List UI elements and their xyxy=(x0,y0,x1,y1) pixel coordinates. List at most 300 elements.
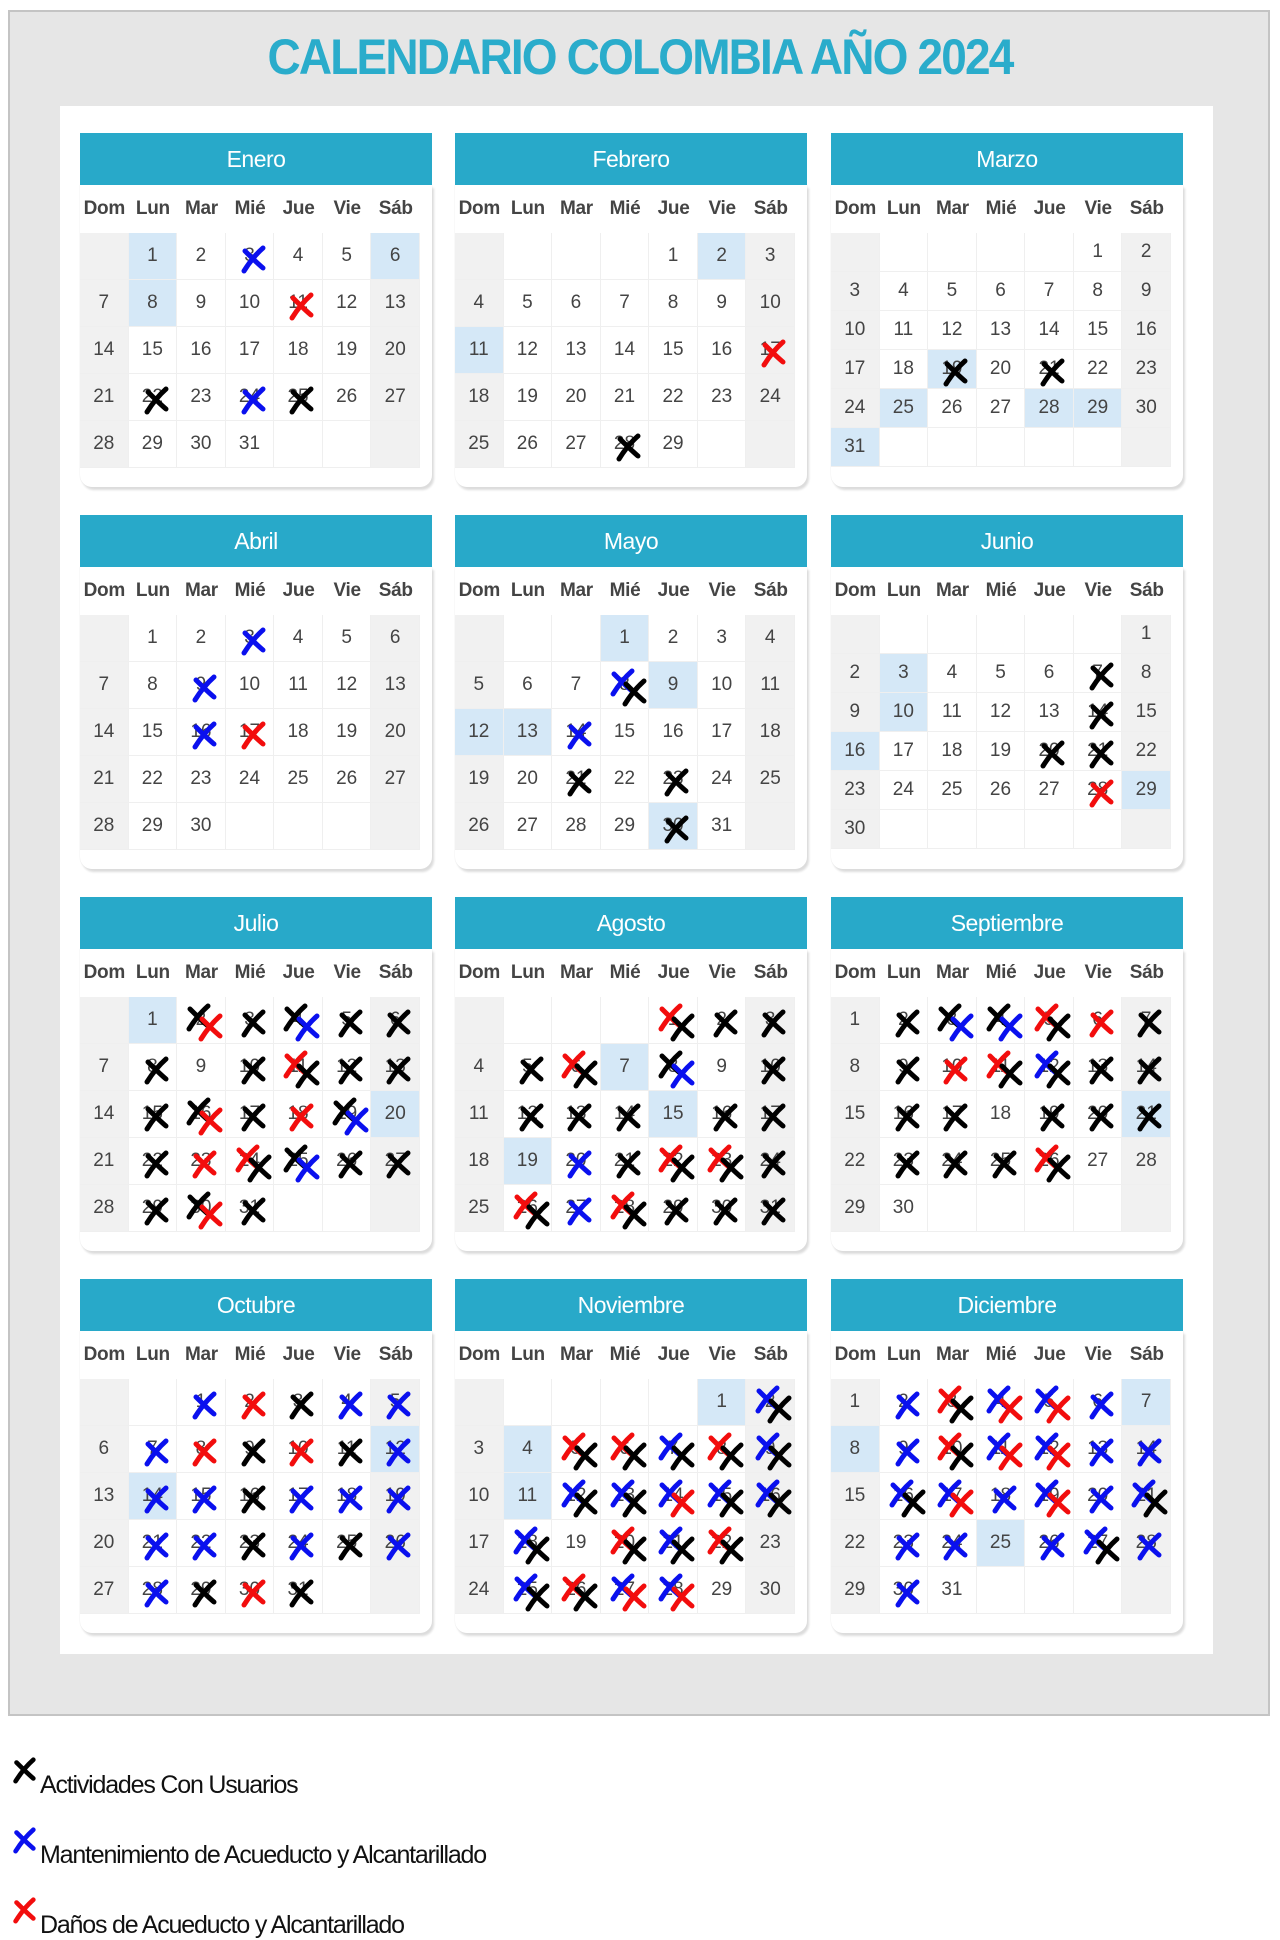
day-cell[interactable] xyxy=(226,756,275,803)
day-cell[interactable] xyxy=(274,280,323,327)
day-cell[interactable] xyxy=(504,421,553,468)
holiday-day-cell[interactable] xyxy=(880,389,929,428)
day-cell[interactable] xyxy=(1122,1044,1171,1091)
day-cell[interactable] xyxy=(831,1044,880,1091)
day-cell[interactable] xyxy=(455,756,504,803)
holiday-day-cell[interactable] xyxy=(504,1138,553,1185)
day-cell[interactable] xyxy=(1025,1520,1074,1567)
day-cell[interactable] xyxy=(323,1520,372,1567)
day-cell[interactable] xyxy=(831,311,880,350)
day-cell[interactable] xyxy=(649,421,698,468)
day-cell[interactable] xyxy=(226,1091,275,1138)
day-cell[interactable] xyxy=(1122,1138,1171,1185)
day-cell[interactable] xyxy=(1025,311,1074,350)
day-cell[interactable] xyxy=(1074,272,1123,311)
holiday-day-cell[interactable] xyxy=(831,732,880,771)
day-cell[interactable] xyxy=(323,997,372,1044)
day-cell[interactable] xyxy=(977,693,1026,732)
day-cell[interactable] xyxy=(455,1567,504,1614)
day-cell[interactable] xyxy=(928,693,977,732)
holiday-day-cell[interactable] xyxy=(831,428,880,467)
day-cell[interactable] xyxy=(698,803,747,850)
day-cell[interactable] xyxy=(552,374,601,421)
day-cell[interactable] xyxy=(177,662,226,709)
day-cell[interactable] xyxy=(831,654,880,693)
day-cell[interactable] xyxy=(1122,615,1171,654)
day-cell[interactable] xyxy=(323,233,372,280)
holiday-day-cell[interactable] xyxy=(698,1379,747,1426)
day-cell[interactable] xyxy=(1074,1473,1123,1520)
day-cell[interactable] xyxy=(1025,732,1074,771)
holiday-day-cell[interactable] xyxy=(455,327,504,374)
day-cell[interactable] xyxy=(371,374,420,421)
day-cell[interactable] xyxy=(1025,1091,1074,1138)
day-cell[interactable] xyxy=(880,272,929,311)
day-cell[interactable] xyxy=(552,1138,601,1185)
day-cell[interactable] xyxy=(601,1520,650,1567)
day-cell[interactable] xyxy=(1074,1091,1123,1138)
day-cell[interactable] xyxy=(649,1044,698,1091)
day-cell[interactable] xyxy=(552,1044,601,1091)
holiday-day-cell[interactable] xyxy=(504,1473,553,1520)
holiday-day-cell[interactable] xyxy=(649,1091,698,1138)
day-cell[interactable] xyxy=(880,350,929,389)
day-cell[interactable] xyxy=(371,1379,420,1426)
day-cell[interactable] xyxy=(746,756,795,803)
day-cell[interactable] xyxy=(1025,693,1074,732)
day-cell[interactable] xyxy=(552,709,601,756)
holiday-day-cell[interactable] xyxy=(977,1520,1026,1567)
day-cell[interactable] xyxy=(226,662,275,709)
day-cell[interactable] xyxy=(831,389,880,428)
day-cell[interactable] xyxy=(455,1138,504,1185)
day-cell[interactable] xyxy=(831,693,880,732)
day-cell[interactable] xyxy=(649,1185,698,1232)
day-cell[interactable] xyxy=(274,233,323,280)
day-cell[interactable] xyxy=(552,803,601,850)
day-cell[interactable] xyxy=(177,1520,226,1567)
holiday-day-cell[interactable] xyxy=(371,233,420,280)
day-cell[interactable] xyxy=(1122,389,1171,428)
day-cell[interactable] xyxy=(129,803,178,850)
day-cell[interactable] xyxy=(177,1044,226,1091)
day-cell[interactable] xyxy=(455,1091,504,1138)
day-cell[interactable] xyxy=(928,1091,977,1138)
holiday-day-cell[interactable] xyxy=(880,693,929,732)
day-cell[interactable] xyxy=(746,997,795,1044)
day-cell[interactable] xyxy=(649,233,698,280)
day-cell[interactable] xyxy=(698,1185,747,1232)
day-cell[interactable] xyxy=(977,1091,1026,1138)
day-cell[interactable] xyxy=(977,272,1026,311)
day-cell[interactable] xyxy=(371,1520,420,1567)
day-cell[interactable] xyxy=(80,1473,129,1520)
day-cell[interactable] xyxy=(129,615,178,662)
day-cell[interactable] xyxy=(928,654,977,693)
day-cell[interactable] xyxy=(977,350,1026,389)
day-cell[interactable] xyxy=(928,1567,977,1614)
day-cell[interactable] xyxy=(371,1044,420,1091)
day-cell[interactable] xyxy=(129,1520,178,1567)
day-cell[interactable] xyxy=(129,1091,178,1138)
day-cell[interactable] xyxy=(80,1138,129,1185)
day-cell[interactable] xyxy=(371,615,420,662)
day-cell[interactable] xyxy=(1074,997,1123,1044)
day-cell[interactable] xyxy=(601,662,650,709)
day-cell[interactable] xyxy=(552,1520,601,1567)
day-cell[interactable] xyxy=(177,709,226,756)
day-cell[interactable] xyxy=(80,374,129,421)
day-cell[interactable] xyxy=(1025,654,1074,693)
day-cell[interactable] xyxy=(504,327,553,374)
day-cell[interactable] xyxy=(1074,1044,1123,1091)
day-cell[interactable] xyxy=(928,311,977,350)
day-cell[interactable] xyxy=(880,1185,929,1232)
day-cell[interactable] xyxy=(1025,272,1074,311)
day-cell[interactable] xyxy=(601,280,650,327)
day-cell[interactable] xyxy=(80,1185,129,1232)
day-cell[interactable] xyxy=(177,997,226,1044)
day-cell[interactable] xyxy=(274,1091,323,1138)
day-cell[interactable] xyxy=(649,1473,698,1520)
day-cell[interactable] xyxy=(880,311,929,350)
day-cell[interactable] xyxy=(504,1044,553,1091)
day-cell[interactable] xyxy=(1074,693,1123,732)
day-cell[interactable] xyxy=(274,709,323,756)
day-cell[interactable] xyxy=(746,1044,795,1091)
day-cell[interactable] xyxy=(880,771,929,810)
holiday-day-cell[interactable] xyxy=(601,615,650,662)
day-cell[interactable] xyxy=(928,732,977,771)
day-cell[interactable] xyxy=(80,1044,129,1091)
day-cell[interactable] xyxy=(274,327,323,374)
day-cell[interactable] xyxy=(274,1044,323,1091)
day-cell[interactable] xyxy=(323,615,372,662)
day-cell[interactable] xyxy=(831,1567,880,1614)
day-cell[interactable] xyxy=(1025,1379,1074,1426)
day-cell[interactable] xyxy=(274,756,323,803)
holiday-day-cell[interactable] xyxy=(1122,1379,1171,1426)
holiday-day-cell[interactable] xyxy=(601,1044,650,1091)
day-cell[interactable] xyxy=(226,233,275,280)
day-cell[interactable] xyxy=(129,709,178,756)
day-cell[interactable] xyxy=(698,615,747,662)
day-cell[interactable] xyxy=(504,662,553,709)
day-cell[interactable] xyxy=(698,1567,747,1614)
day-cell[interactable] xyxy=(177,421,226,468)
day-cell[interactable] xyxy=(977,732,1026,771)
day-cell[interactable] xyxy=(1122,233,1171,272)
day-cell[interactable] xyxy=(698,1426,747,1473)
day-cell[interactable] xyxy=(323,1473,372,1520)
day-cell[interactable] xyxy=(129,756,178,803)
day-cell[interactable] xyxy=(552,1473,601,1520)
day-cell[interactable] xyxy=(80,1567,129,1614)
day-cell[interactable] xyxy=(649,709,698,756)
day-cell[interactable] xyxy=(177,280,226,327)
day-cell[interactable] xyxy=(80,421,129,468)
day-cell[interactable] xyxy=(504,1091,553,1138)
day-cell[interactable] xyxy=(649,280,698,327)
day-cell[interactable] xyxy=(746,327,795,374)
day-cell[interactable] xyxy=(649,615,698,662)
holiday-day-cell[interactable] xyxy=(504,1426,553,1473)
day-cell[interactable] xyxy=(977,1473,1026,1520)
day-cell[interactable] xyxy=(746,1138,795,1185)
day-cell[interactable] xyxy=(1025,1426,1074,1473)
day-cell[interactable] xyxy=(177,233,226,280)
day-cell[interactable] xyxy=(504,1520,553,1567)
day-cell[interactable] xyxy=(698,327,747,374)
day-cell[interactable] xyxy=(928,997,977,1044)
day-cell[interactable] xyxy=(455,374,504,421)
day-cell[interactable] xyxy=(1122,350,1171,389)
day-cell[interactable] xyxy=(274,374,323,421)
day-cell[interactable] xyxy=(1122,654,1171,693)
day-cell[interactable] xyxy=(371,756,420,803)
day-cell[interactable] xyxy=(455,803,504,850)
day-cell[interactable] xyxy=(371,1473,420,1520)
day-cell[interactable] xyxy=(455,662,504,709)
day-cell[interactable] xyxy=(226,1473,275,1520)
day-cell[interactable] xyxy=(698,1473,747,1520)
day-cell[interactable] xyxy=(928,1044,977,1091)
day-cell[interactable] xyxy=(129,1138,178,1185)
day-cell[interactable] xyxy=(601,421,650,468)
day-cell[interactable] xyxy=(977,1379,1026,1426)
day-cell[interactable] xyxy=(177,803,226,850)
day-cell[interactable] xyxy=(698,280,747,327)
day-cell[interactable] xyxy=(880,1473,929,1520)
day-cell[interactable] xyxy=(504,374,553,421)
day-cell[interactable] xyxy=(323,1091,372,1138)
day-cell[interactable] xyxy=(928,771,977,810)
day-cell[interactable] xyxy=(552,756,601,803)
day-cell[interactable] xyxy=(455,421,504,468)
day-cell[interactable] xyxy=(601,327,650,374)
day-cell[interactable] xyxy=(323,327,372,374)
day-cell[interactable] xyxy=(928,1473,977,1520)
day-cell[interactable] xyxy=(552,1185,601,1232)
day-cell[interactable] xyxy=(226,327,275,374)
day-cell[interactable] xyxy=(831,810,880,849)
day-cell[interactable] xyxy=(977,997,1026,1044)
day-cell[interactable] xyxy=(601,1138,650,1185)
day-cell[interactable] xyxy=(1025,997,1074,1044)
day-cell[interactable] xyxy=(455,1520,504,1567)
day-cell[interactable] xyxy=(746,1091,795,1138)
day-cell[interactable] xyxy=(226,374,275,421)
day-cell[interactable] xyxy=(504,1185,553,1232)
day-cell[interactable] xyxy=(1122,311,1171,350)
day-cell[interactable] xyxy=(274,1520,323,1567)
day-cell[interactable] xyxy=(226,615,275,662)
holiday-day-cell[interactable] xyxy=(504,709,553,756)
day-cell[interactable] xyxy=(649,374,698,421)
day-cell[interactable] xyxy=(226,1426,275,1473)
day-cell[interactable] xyxy=(371,280,420,327)
day-cell[interactable] xyxy=(746,662,795,709)
day-cell[interactable] xyxy=(977,311,1026,350)
day-cell[interactable] xyxy=(601,1185,650,1232)
holiday-day-cell[interactable] xyxy=(129,997,178,1044)
day-cell[interactable] xyxy=(371,662,420,709)
day-cell[interactable] xyxy=(129,1185,178,1232)
day-cell[interactable] xyxy=(129,1044,178,1091)
day-cell[interactable] xyxy=(601,1567,650,1614)
holiday-day-cell[interactable] xyxy=(928,350,977,389)
day-cell[interactable] xyxy=(601,1473,650,1520)
day-cell[interactable] xyxy=(177,374,226,421)
day-cell[interactable] xyxy=(1074,1138,1123,1185)
day-cell[interactable] xyxy=(977,1138,1026,1185)
day-cell[interactable] xyxy=(274,1473,323,1520)
day-cell[interactable] xyxy=(746,1473,795,1520)
day-cell[interactable] xyxy=(601,1091,650,1138)
day-cell[interactable] xyxy=(880,1567,929,1614)
day-cell[interactable] xyxy=(129,327,178,374)
holiday-day-cell[interactable] xyxy=(831,1426,880,1473)
day-cell[interactable] xyxy=(177,1567,226,1614)
day-cell[interactable] xyxy=(649,327,698,374)
day-cell[interactable] xyxy=(323,280,372,327)
day-cell[interactable] xyxy=(698,1138,747,1185)
day-cell[interactable] xyxy=(746,1520,795,1567)
day-cell[interactable] xyxy=(129,374,178,421)
day-cell[interactable] xyxy=(831,1379,880,1426)
day-cell[interactable] xyxy=(455,1473,504,1520)
day-cell[interactable] xyxy=(977,654,1026,693)
day-cell[interactable] xyxy=(323,662,372,709)
day-cell[interactable] xyxy=(226,1567,275,1614)
day-cell[interactable] xyxy=(928,1426,977,1473)
day-cell[interactable] xyxy=(80,1426,129,1473)
day-cell[interactable] xyxy=(977,389,1026,428)
day-cell[interactable] xyxy=(129,1567,178,1614)
day-cell[interactable] xyxy=(601,709,650,756)
day-cell[interactable] xyxy=(880,1379,929,1426)
day-cell[interactable] xyxy=(455,1426,504,1473)
day-cell[interactable] xyxy=(1122,1520,1171,1567)
day-cell[interactable] xyxy=(552,1567,601,1614)
day-cell[interactable] xyxy=(177,1185,226,1232)
day-cell[interactable] xyxy=(977,1044,1026,1091)
day-cell[interactable] xyxy=(928,272,977,311)
day-cell[interactable] xyxy=(80,709,129,756)
day-cell[interactable] xyxy=(226,1185,275,1232)
holiday-day-cell[interactable] xyxy=(1074,389,1123,428)
day-cell[interactable] xyxy=(80,803,129,850)
holiday-day-cell[interactable] xyxy=(371,1091,420,1138)
day-cell[interactable] xyxy=(1122,732,1171,771)
day-cell[interactable] xyxy=(455,1185,504,1232)
day-cell[interactable] xyxy=(1122,693,1171,732)
day-cell[interactable] xyxy=(880,1044,929,1091)
day-cell[interactable] xyxy=(274,1379,323,1426)
day-cell[interactable] xyxy=(928,1379,977,1426)
day-cell[interactable] xyxy=(698,374,747,421)
day-cell[interactable] xyxy=(323,709,372,756)
day-cell[interactable] xyxy=(1122,997,1171,1044)
day-cell[interactable] xyxy=(649,756,698,803)
day-cell[interactable] xyxy=(880,997,929,1044)
holiday-day-cell[interactable] xyxy=(649,803,698,850)
holiday-day-cell[interactable] xyxy=(371,1426,420,1473)
day-cell[interactable] xyxy=(649,1520,698,1567)
holiday-day-cell[interactable] xyxy=(129,1473,178,1520)
day-cell[interactable] xyxy=(552,1426,601,1473)
day-cell[interactable] xyxy=(552,327,601,374)
day-cell[interactable] xyxy=(371,997,420,1044)
holiday-day-cell[interactable] xyxy=(880,654,929,693)
day-cell[interactable] xyxy=(1025,350,1074,389)
day-cell[interactable] xyxy=(226,421,275,468)
day-cell[interactable] xyxy=(552,280,601,327)
day-cell[interactable] xyxy=(1025,771,1074,810)
holiday-day-cell[interactable] xyxy=(1025,389,1074,428)
day-cell[interactable] xyxy=(226,997,275,1044)
day-cell[interactable] xyxy=(1122,1426,1171,1473)
day-cell[interactable] xyxy=(601,803,650,850)
day-cell[interactable] xyxy=(177,1473,226,1520)
day-cell[interactable] xyxy=(880,1520,929,1567)
day-cell[interactable] xyxy=(1074,350,1123,389)
day-cell[interactable] xyxy=(1074,233,1123,272)
day-cell[interactable] xyxy=(831,272,880,311)
day-cell[interactable] xyxy=(80,1520,129,1567)
day-cell[interactable] xyxy=(698,662,747,709)
day-cell[interactable] xyxy=(371,1138,420,1185)
holiday-day-cell[interactable] xyxy=(1122,771,1171,810)
day-cell[interactable] xyxy=(129,1426,178,1473)
day-cell[interactable] xyxy=(1025,1473,1074,1520)
holiday-day-cell[interactable] xyxy=(129,233,178,280)
holiday-day-cell[interactable] xyxy=(1122,1091,1171,1138)
day-cell[interactable] xyxy=(928,389,977,428)
day-cell[interactable] xyxy=(226,280,275,327)
day-cell[interactable] xyxy=(504,280,553,327)
holiday-day-cell[interactable] xyxy=(649,662,698,709)
day-cell[interactable] xyxy=(371,327,420,374)
day-cell[interactable] xyxy=(880,732,929,771)
day-cell[interactable] xyxy=(552,1091,601,1138)
day-cell[interactable] xyxy=(1074,1520,1123,1567)
day-cell[interactable] xyxy=(977,771,1026,810)
day-cell[interactable] xyxy=(274,1426,323,1473)
day-cell[interactable] xyxy=(323,1426,372,1473)
day-cell[interactable] xyxy=(177,1091,226,1138)
day-cell[interactable] xyxy=(1074,1426,1123,1473)
day-cell[interactable] xyxy=(323,1044,372,1091)
day-cell[interactable] xyxy=(504,756,553,803)
day-cell[interactable] xyxy=(552,662,601,709)
day-cell[interactable] xyxy=(129,421,178,468)
day-cell[interactable] xyxy=(649,1567,698,1614)
day-cell[interactable] xyxy=(746,615,795,662)
day-cell[interactable] xyxy=(80,756,129,803)
day-cell[interactable] xyxy=(698,756,747,803)
day-cell[interactable] xyxy=(323,756,372,803)
day-cell[interactable] xyxy=(226,1520,275,1567)
day-cell[interactable] xyxy=(601,1426,650,1473)
day-cell[interactable] xyxy=(746,1567,795,1614)
day-cell[interactable] xyxy=(1074,654,1123,693)
day-cell[interactable] xyxy=(226,1138,275,1185)
day-cell[interactable] xyxy=(177,1379,226,1426)
day-cell[interactable] xyxy=(831,1473,880,1520)
day-cell[interactable] xyxy=(1074,1379,1123,1426)
day-cell[interactable] xyxy=(226,1044,275,1091)
